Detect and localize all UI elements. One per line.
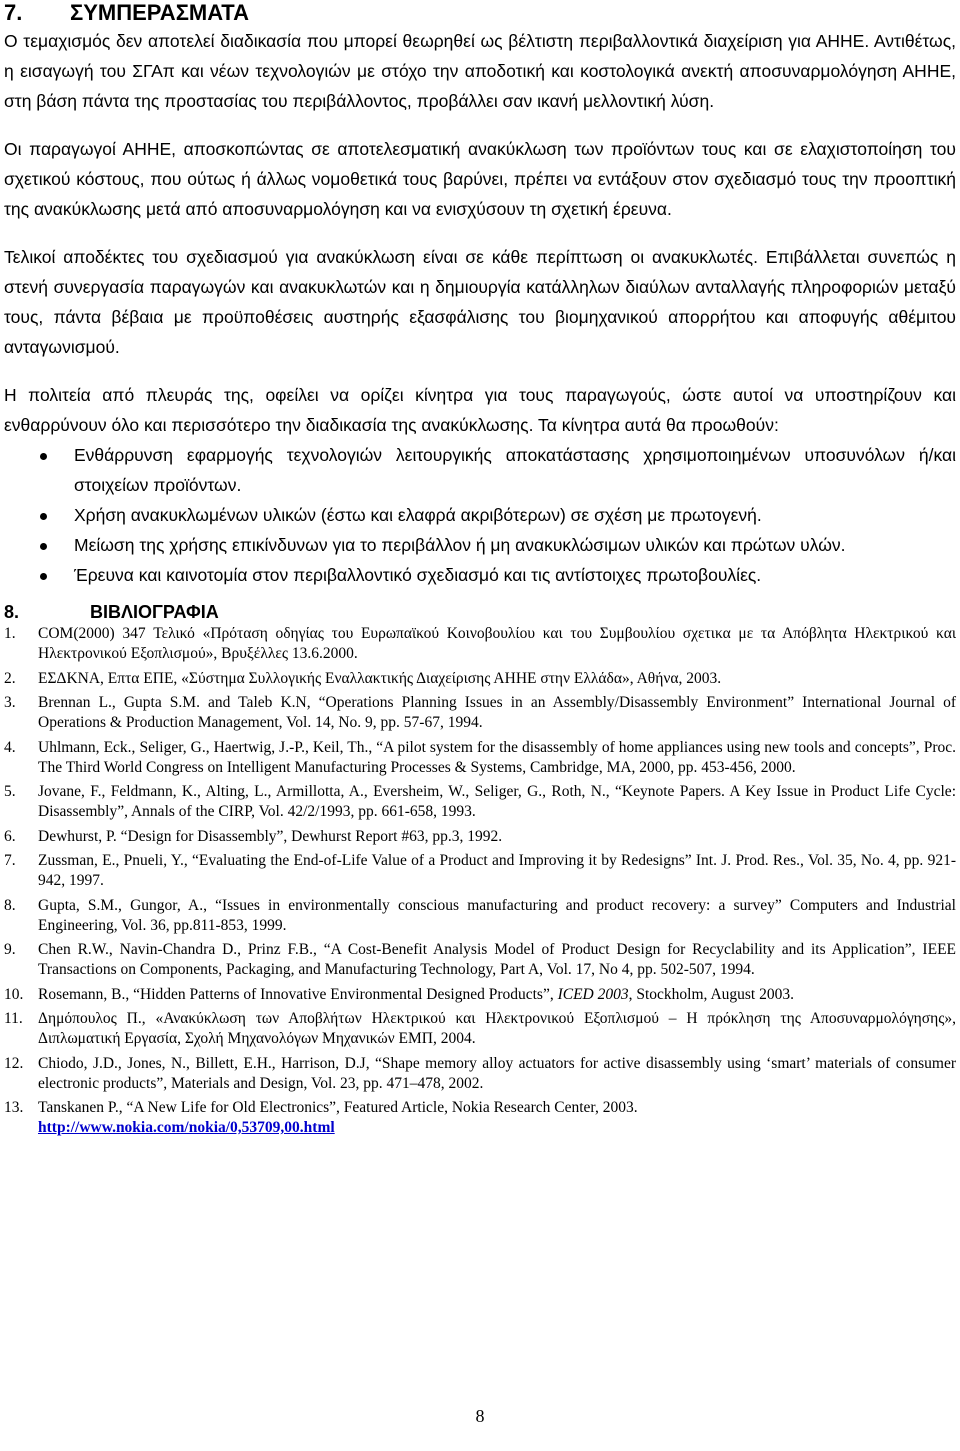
section-7-heading bbox=[4, 0, 956, 26]
reference-text: Zussman, E., Pnueli, Y., “Evaluating the End-of-Life Value of a Product and Improving it by Redesigns” Int. J. Prod. Res., Vol. 35, No. 4, pp. 921-942, 1997. bbox=[38, 852, 956, 889]
nokia-link[interactable]: http://www.nokia.com/nokia/0,53709,00.html bbox=[38, 1119, 335, 1136]
reference-item bbox=[4, 693, 956, 733]
reference-text bbox=[38, 985, 956, 1005]
reference-number: 5. bbox=[4, 783, 16, 800]
section-number: 8. bbox=[4, 602, 20, 622]
list-item bbox=[4, 500, 956, 530]
bullet-icon bbox=[4, 530, 52, 560]
reference-number: 6. bbox=[4, 827, 16, 845]
reference-item bbox=[4, 782, 956, 822]
reference-number: 8. bbox=[4, 896, 16, 914]
list-item-text: Ενθάρρυνση εφαρμογής τεχνολογιών λειτουργικής αποκατάστασης χρησιμοποιημένων υποσυνόλων ή/και στοιχείων προϊόντων. bbox=[74, 445, 956, 495]
bullet-icon bbox=[4, 500, 52, 530]
bullet-icon bbox=[4, 440, 52, 500]
reference-text: Δημόπουλος Π., «Ανακύκλωση των Αποβλήτων Ηλεκτρικού και Ηλεκτρονικού Εξοπλισμού – Η πρόκληση της Αποσυναρμολόγησης», Διπλωματική Εργασία, Σχολή Μηχανολόγων Μηχανικών ΕΜΠ, 2004. bbox=[38, 1010, 956, 1047]
reference-text-italic: ICED 2003 bbox=[557, 985, 629, 1003]
reference-text: Brennan L., Gupta S.M. and Taleb K.N, “Operations Planning Issues in an Assembly/Disassembly Environment” International Journal of Operations & Production Management, Vol. 14, No. 9, pp. 57-67, 1994. bbox=[38, 694, 956, 731]
reference-text: ΕΣΔΚΝΑ, Επτα ΕΠΕ, «Σύστημα Συλλογικής Εναλλακτικής Διαχείρισης ΑΗΗΕ στην Ελλάδα», Αθήνα, 2003. bbox=[38, 669, 722, 687]
reference-number: 7. bbox=[4, 852, 16, 869]
incentive-list bbox=[4, 440, 956, 590]
reference-text: Dewhurst, P. “Design for Disassembly”, Dewhurst Report #63, pp.3, 1992. bbox=[38, 827, 503, 845]
reference-item bbox=[4, 985, 956, 1005]
reference-item bbox=[4, 738, 956, 778]
paragraph: Οι παραγωγοί ΑΗΗΕ, αποσκοπώντας σε αποτελεσματική ανακύκλωση των προϊόντων τους και σε ελαχιστοποίηση του σχετικού κόστους, που ούτως ή άλλως νομοθετικά τους βαρύνει, πρέπει να εντάξουν στον σχεδιασμό τους την προοπτική της ανακύκλωσης μετά από αποσυναρμολόγηση και να ενισχύσουν τη σχετική έρευνα. bbox=[4, 139, 956, 219]
reference-text: Chiodo, J.D., Jones, N., Billett, E.H., Harrison, D.J, “Shape memory alloy actuators for active disassembly using ‘smart’ materials of consumer electronic products”, Materials and Design, Vol. 23, pp. 471–478, 2002. bbox=[38, 1054, 956, 1092]
reference-text: COM(2000) 347 Τελικό «Πρόταση οδηγίας του Ευρωπαϊκού Κοινοβουλίου και του Συμβουλίου σχετικα με τα Απόβλητα Ηλεκτρικού και Ηλεκτρονικού Εξοπλισμού», Βρυξέλλες 13.6.2000. bbox=[38, 625, 956, 662]
bibliography-list bbox=[4, 624, 956, 1138]
list-item bbox=[4, 440, 956, 500]
section-8-heading bbox=[4, 600, 956, 624]
document-page bbox=[4, 0, 956, 1143]
reference-number: 9. bbox=[4, 941, 16, 958]
reference-text-part: , Stockholm, August 2003. bbox=[628, 985, 794, 1003]
reference-item bbox=[4, 1009, 956, 1049]
reference-number: 2. bbox=[4, 669, 16, 687]
reference-text bbox=[38, 1098, 956, 1138]
reference-text-part: Rosemann, B., “Hidden Patterns of Innovative Environmental Designed Products”, bbox=[38, 985, 558, 1003]
list-item-text: Χρήση ανακυκλωμένων υλικών (έστω και ελαφρά ακριβότερων) σε σχέση με πρωτογενή. bbox=[74, 505, 762, 525]
paragraph: Ο τεμαχισμός δεν αποτελεί διαδικασία που μπορεί θεωρηθεί ως βέλτιστη περιβαλλοντικά διαχείριση για ΑΗΗΕ. Αντιθέτως, η εισαγωγή του ΣΓΑπ και νέων τεχνολογιών με στόχο την αποδοτική και κοστολογικά ανεκτή αποσυναρμολόγηση ΑΗΗΕ, στη βάση πάντα της προστασίας του περιβάλλοντος, προβάλλει σαν ικανή μελλοντική λύση. bbox=[4, 31, 956, 111]
reference-text-part: Tanskanen P., “A New Life for Old Electronics”, Featured Article, Nokia Research Center, 2003. bbox=[38, 1099, 638, 1116]
list-item bbox=[4, 560, 956, 590]
reference-item bbox=[4, 827, 956, 847]
list-item bbox=[4, 530, 956, 560]
reference-text: Uhlmann, Eck., Seliger, G., Haertwig, J.-P., Keil, Th., “A pilot system for the disassembly of home appliances using new tools and concepts”, Proc. The Third World Congress on Intelligent Manufacturing Processes & Systems, Cambridge, MA, 2000, pp. 453-456, 2000. bbox=[38, 738, 956, 776]
list-item-text: Μείωση της χρήσης επικίνδυνων για το περιβάλλον ή μη ανακυκλώσιμων υλικών και πρώτων υλών. bbox=[74, 535, 846, 555]
reference-item bbox=[4, 940, 956, 980]
list-item-text: Έρευνα και καινοτομία στον περιβαλλοντικό σχεδιασμό και τις αντίστοιχες πρωτοβουλίες. bbox=[74, 565, 762, 585]
section-title: ΒΙΒΛΙΟΓΡΑΦΙΑ bbox=[90, 602, 219, 622]
reference-text: Chen R.W., Navin-Chandra D., Prinz F.B., “A Cost-Benefit Analysis Model of Product Design for Recyclability and its Application”, IEEE Transactions on Components, Packaging, and Manufacturing Technology, Part A, Vol. 17, No 4, pp. 502-507, 1994. bbox=[38, 941, 956, 978]
reference-number: 13. bbox=[4, 1099, 24, 1116]
reference-item bbox=[4, 1098, 956, 1138]
reference-item bbox=[4, 1054, 956, 1094]
section-title: ΣΥΜΠΕΡΑΣΜΑΤΑ bbox=[70, 0, 249, 25]
section-number: 7. bbox=[4, 0, 23, 25]
reference-number: 1. bbox=[4, 625, 16, 642]
reference-item bbox=[4, 624, 956, 664]
reference-number: 3. bbox=[4, 694, 16, 711]
paragraph: Η πολιτεία από πλευράς της, οφείλει να ορίζει κίνητρα για τους παραγωγούς, ώστε αυτοί να υποστηρίζουν και ενθαρρύνουν όλο και περισσότερο την διαδικασία της ανακύκλωσης. Τα κίνητρα αυτά θα προωθούν: bbox=[4, 385, 956, 435]
reference-item bbox=[4, 851, 956, 891]
reference-item bbox=[4, 896, 956, 936]
reference-number: 11. bbox=[4, 1010, 23, 1027]
bullet-icon bbox=[4, 560, 52, 590]
page-number: 8 bbox=[475, 1406, 485, 1426]
reference-text: Jovane, F., Feldmann, K., Alting, L., Armillotta, A., Eversheim, W., Seliger, G., Roth, N., “Keynote Papers. A Key Issue in Product Life Cycle: Disassembly”, Annals of the CIRP, Vol. 42/2/1993, pp. 661-658, 1993. bbox=[38, 783, 956, 820]
reference-number: 12. bbox=[4, 1054, 24, 1072]
paragraph: Τελικοί αποδέκτες του σχεδιασμού για ανακύκλωση είναι σε κάθε περίπτωση οι ανακυκλωτές. Επιβάλλεται συνεπώς η στενή συνεργασία παραγωγών και ανακυκλωτών και η δημιουργία κατάλληλων διαύλων ανταλλαγής πληροφοριών μεταξύ τους, πάντα βέβαια με προϋποθέσεις αυστηρής εξασφάλισης του βιομηχανικού απορρήτου και αποφυγής αθέμιτου ανταγωνισμού. bbox=[4, 247, 956, 357]
reference-text: Gupta, S.M., Gungor, A., “Issues in environmentally conscious manufacturing and product recovery: a survey” Computers and Industrial Engineering, Vol. 36, pp.811-853, 1999. bbox=[38, 896, 956, 934]
reference-number: 10. bbox=[4, 985, 24, 1003]
reference-item bbox=[4, 669, 956, 689]
reference-number: 4. bbox=[4, 738, 16, 756]
